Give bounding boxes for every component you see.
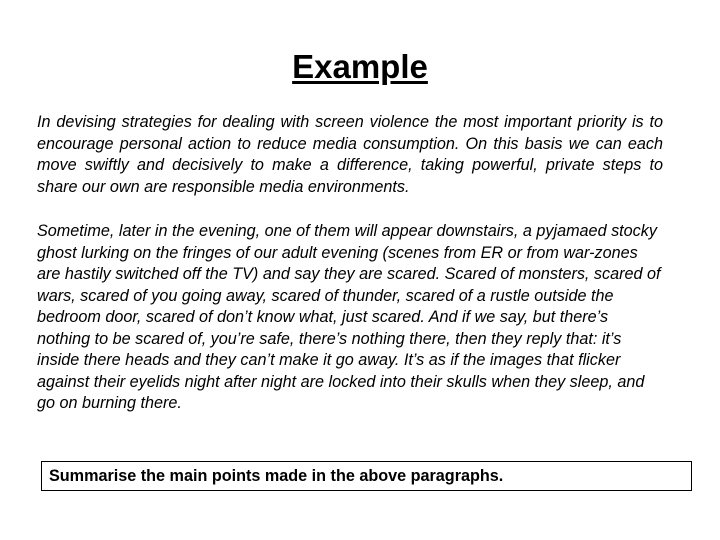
paragraph-strategies: In devising strategies for dealing with screen violence the most important priority is to encourage personal action to reduce media consumption. On this basis we can each move swiftly and decisively to make a difference, taking powerful, private steps to share our own are responsible media environments. xyxy=(37,113,663,196)
task-box: Summarise the main points made in the above paragraphs. xyxy=(41,461,692,491)
slide-title: Example xyxy=(292,48,428,85)
paragraph-ghost: Sometime, later in the evening, one of them will appear downstairs, a pyjamaed stocky ghost lurking on the fringes of our adult evening (scenes from ER or from war-zones are hastily switched off the TV) and say they are scared. Scared of monsters, scared of wars, scared of you going away, scared of thunder, scared of a rustle outside the bedroom door, scared of don’t know what, just scared. And if we say, but there’s nothing to be scared of, you’re safe, there’s nothing there, then they reply that: it’s inside there heads and they can’t make it go away. It’s as if the images that flicker against their eyelids night after night are locked into their skulls when they sleep, and go on burning there. xyxy=(37,222,661,412)
